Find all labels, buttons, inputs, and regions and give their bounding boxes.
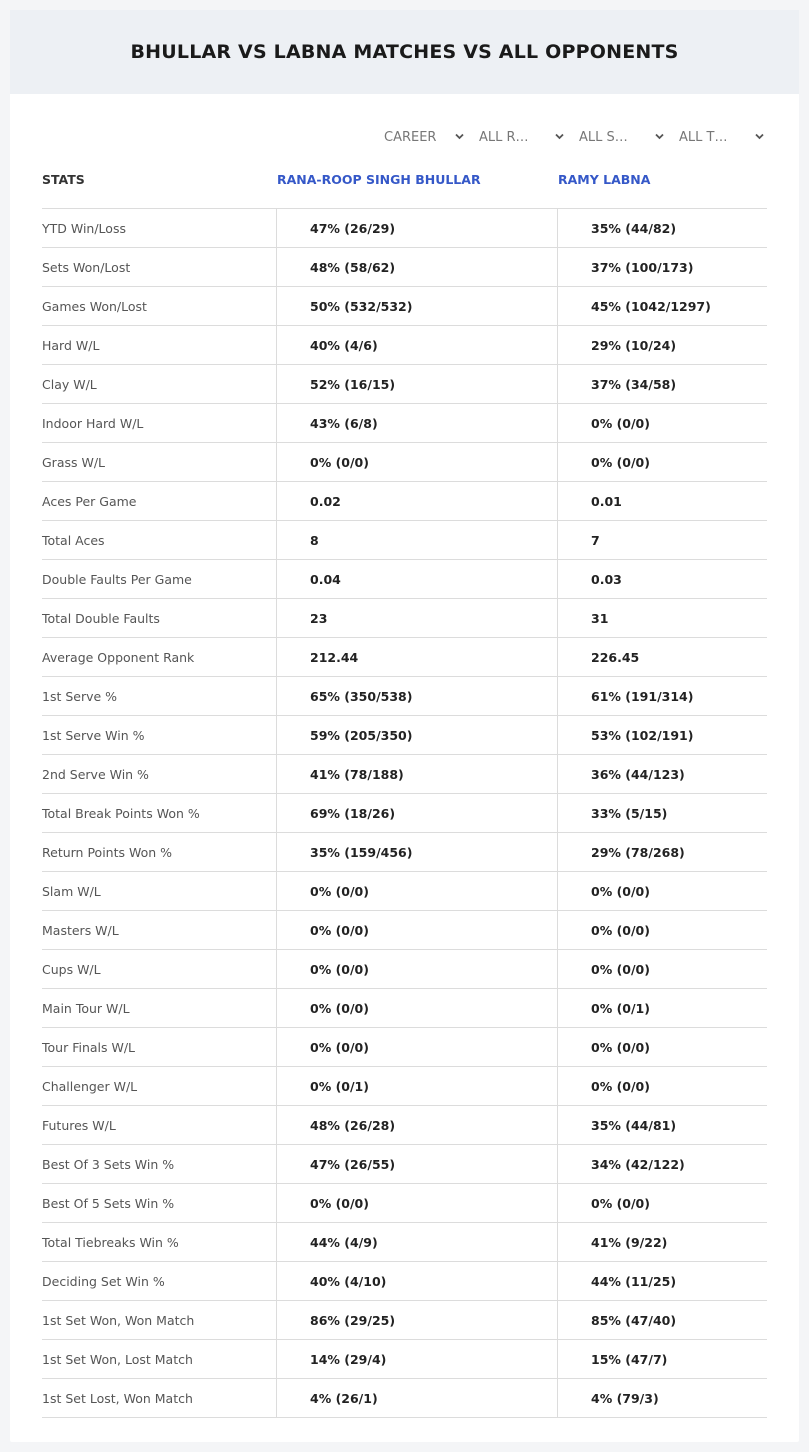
table-row — [42, 794, 767, 833]
table-row — [42, 677, 767, 716]
stat-label: 1st Serve Win % — [42, 727, 145, 743]
player2-value: 85% (47/40) — [557, 1301, 767, 1339]
tournament-filter-dropdown[interactable] — [679, 126, 764, 148]
player2-value: 0% (0/0) — [557, 1067, 767, 1105]
stat-label: Cups W/L — [42, 961, 101, 977]
table-row — [42, 638, 767, 677]
player2-value: 0% (0/0) — [557, 1028, 767, 1066]
round-filter-dropdown[interactable] — [479, 126, 564, 148]
stats-table-body — [42, 208, 767, 1418]
stat-label: Clay W/L — [42, 376, 97, 392]
player1-value: 0.02 — [276, 482, 557, 520]
player2-value: 226.45 — [557, 638, 767, 676]
table-row — [42, 1223, 767, 1262]
player1-value: 0% (0/1) — [276, 1067, 557, 1105]
table-row — [42, 872, 767, 911]
table-row — [42, 1379, 767, 1418]
player2-value: 0% (0/0) — [557, 443, 767, 481]
stat-label: Tour Finals W/L — [42, 1039, 136, 1055]
stat-label: YTD Win/Loss — [42, 220, 126, 236]
filter-label: CAREER — [384, 129, 437, 145]
table-row — [42, 443, 767, 482]
table-row — [42, 1184, 767, 1223]
filter-label: ALL S… — [579, 129, 628, 145]
table-row — [42, 365, 767, 404]
stat-label: Deciding Set Win % — [42, 1273, 165, 1289]
player2-value: 0% (0/0) — [557, 872, 767, 910]
player1-value: 0% (0/0) — [276, 950, 557, 988]
chevron-down-icon — [655, 132, 664, 141]
player2-value: 29% (10/24) — [557, 326, 767, 364]
player2-value: 44% (11/25) — [557, 1262, 767, 1300]
player1-value: 52% (16/15) — [276, 365, 557, 403]
player2-link[interactable]: RAMY LABNA — [558, 172, 651, 187]
player1-value: 86% (29/25) — [276, 1301, 557, 1339]
stat-label: Best Of 3 Sets Win % — [42, 1156, 175, 1172]
player1-value: 0% (0/0) — [276, 872, 557, 910]
player1-value: 0% (0/0) — [276, 443, 557, 481]
player1-value: 40% (4/6) — [276, 326, 557, 364]
player2-value: 0.03 — [557, 560, 767, 598]
table-row — [42, 716, 767, 755]
stat-label: Double Faults Per Game — [42, 571, 192, 587]
player1-value: 43% (6/8) — [276, 404, 557, 442]
player2-value: 53% (102/191) — [557, 716, 767, 754]
stat-label: Aces Per Game — [42, 493, 137, 509]
stat-label: Best Of 5 Sets Win % — [42, 1195, 175, 1211]
stat-label: 1st Set Won, Lost Match — [42, 1351, 193, 1367]
player1-value: 35% (159/456) — [276, 833, 557, 871]
table-row — [42, 404, 767, 443]
stat-label: Challenger W/L — [42, 1078, 138, 1094]
player1-value: 23 — [276, 599, 557, 637]
player2-value: 0% (0/0) — [557, 950, 767, 988]
stat-label: Futures W/L — [42, 1117, 116, 1133]
stat-label: Hard W/L — [42, 337, 100, 353]
player2-value: 31 — [557, 599, 767, 637]
filter-label: ALL R… — [479, 129, 529, 145]
player2-value: 45% (1042/1297) — [557, 287, 767, 325]
player1-value: 14% (29/4) — [276, 1340, 557, 1378]
player2-value: 41% (9/22) — [557, 1223, 767, 1261]
player1-link[interactable]: RANA-ROOP SINGH BHULLAR — [277, 172, 481, 187]
stat-label: 1st Set Lost, Won Match — [42, 1390, 193, 1406]
player2-value: 0% (0/0) — [557, 911, 767, 949]
player2-value: 35% (44/81) — [557, 1106, 767, 1144]
table-row — [42, 1262, 767, 1301]
stats-card — [10, 10, 799, 1442]
player2-value: 15% (47/7) — [557, 1340, 767, 1378]
player1-value: 0% (0/0) — [276, 1028, 557, 1066]
table-row — [42, 1340, 767, 1379]
stat-label: Slam W/L — [42, 883, 101, 899]
table-row — [42, 287, 767, 326]
player1-value: 8 — [276, 521, 557, 559]
player1-value: 212.44 — [276, 638, 557, 676]
table-row — [42, 248, 767, 287]
player1-value: 47% (26/29) — [276, 209, 557, 247]
filter-label: ALL T… — [679, 129, 728, 145]
table-header — [42, 170, 767, 208]
stat-label: Sets Won/Lost — [42, 259, 131, 275]
table-row — [42, 521, 767, 560]
player1-value: 41% (78/188) — [276, 755, 557, 793]
stat-label: Total Break Points Won % — [42, 805, 200, 821]
card-header — [10, 10, 799, 94]
stat-label: Indoor Hard W/L — [42, 415, 144, 431]
player1-value: 0% (0/0) — [276, 1184, 557, 1222]
stat-label: Main Tour W/L — [42, 1000, 130, 1016]
table-row — [42, 833, 767, 872]
player1-value: 0% (0/0) — [276, 911, 557, 949]
player1-value: 69% (18/26) — [276, 794, 557, 832]
chevron-down-icon — [455, 132, 464, 141]
table-row — [42, 326, 767, 365]
stat-label: Grass W/L — [42, 454, 106, 470]
player2-value: 61% (191/314) — [557, 677, 767, 715]
table-row — [42, 209, 767, 248]
player2-value: 37% (100/173) — [557, 248, 767, 286]
chevron-down-icon — [755, 132, 764, 141]
player2-value: 0% (0/0) — [557, 1184, 767, 1222]
stat-label: Masters W/L — [42, 922, 119, 938]
table-row — [42, 482, 767, 521]
filter-bar — [10, 126, 799, 148]
player2-value: 0% (0/1) — [557, 989, 767, 1027]
stat-label: Return Points Won % — [42, 844, 173, 860]
player1-value: 50% (532/532) — [276, 287, 557, 325]
stat-label: Total Aces — [42, 532, 105, 548]
career-filter-dropdown[interactable] — [384, 126, 464, 148]
player2-value: 0% (0/0) — [557, 404, 767, 442]
player1-value: 48% (26/28) — [276, 1106, 557, 1144]
chevron-down-icon — [555, 132, 564, 141]
surface-filter-dropdown[interactable] — [579, 126, 664, 148]
table-row — [42, 599, 767, 638]
stat-label: Average Opponent Rank — [42, 649, 195, 665]
player1-value: 0.04 — [276, 560, 557, 598]
table-row — [42, 1145, 767, 1184]
player1-value: 0% (0/0) — [276, 989, 557, 1027]
player1-value: 59% (205/350) — [276, 716, 557, 754]
table-row — [42, 950, 767, 989]
player1-value: 4% (26/1) — [276, 1379, 557, 1417]
table-row — [42, 1106, 767, 1145]
stats-column-header: STATS — [42, 172, 85, 187]
player1-value: 65% (350/538) — [276, 677, 557, 715]
player1-value: 40% (4/10) — [276, 1262, 557, 1300]
player1-value: 48% (58/62) — [276, 248, 557, 286]
player2-value: 37% (34/58) — [557, 365, 767, 403]
player2-value: 0.01 — [557, 482, 767, 520]
player1-value: 44% (4/9) — [276, 1223, 557, 1261]
page-title: BHULLAR VS LABNA MATCHES VS ALL OPPONENTS — [130, 41, 679, 63]
table-row — [42, 560, 767, 599]
player2-value: 4% (79/3) — [557, 1379, 767, 1417]
stat-label: 1st Set Won, Won Match — [42, 1312, 195, 1328]
player2-value: 34% (42/122) — [557, 1145, 767, 1183]
stat-label: Total Double Faults — [42, 610, 160, 626]
stat-label: 2nd Serve Win % — [42, 766, 149, 782]
table-row — [42, 1067, 767, 1106]
table-row — [42, 989, 767, 1028]
table-row — [42, 755, 767, 794]
player2-value: 33% (5/15) — [557, 794, 767, 832]
stat-label: Games Won/Lost — [42, 298, 147, 314]
stat-label: 1st Serve % — [42, 688, 118, 704]
table-row — [42, 911, 767, 950]
table-row — [42, 1301, 767, 1340]
player1-value: 47% (26/55) — [276, 1145, 557, 1183]
table-row — [42, 1028, 767, 1067]
stat-label: Total Tiebreaks Win % — [42, 1234, 179, 1250]
player2-value: 36% (44/123) — [557, 755, 767, 793]
player2-value: 35% (44/82) — [557, 209, 767, 247]
player2-value: 29% (78/268) — [557, 833, 767, 871]
player2-value: 7 — [557, 521, 767, 559]
